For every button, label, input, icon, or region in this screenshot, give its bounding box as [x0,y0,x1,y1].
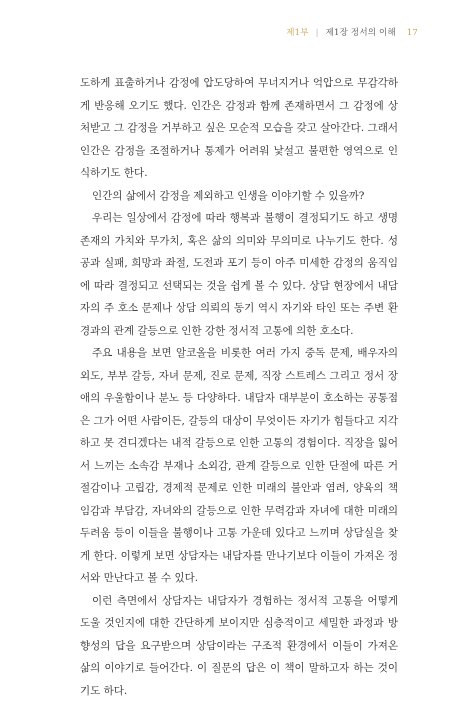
paragraph: 이런 측면에서 상담자는 내담자가 경험하는 정서적 고통을 어떻게 도울 것인지에 대한 간단하게 보이지만 심층적이고 세밀한 과정과 방향성의 답을 요구받으며 상담이라는 구조적 환경에서 이들이 가져온 삶의 이야기로 들어간다. 이 질문의 답은 이 책이 말하고자 하는 것이기도 하다. [80,590,398,702]
paragraph: 주요 내용을 보면 알코올을 비롯한 여러 가지 중독 문제, 배우자의 외도, 부부 갈등, 자녀 문제, 진로 문제, 직장 스트레스 그리고 정서 장애의 우울함이나 분노 등 다양하다. 내담자 대부분이 호소하는 공통점은 그가 어떤 사람이든, 갈등의 대상이 무엇이든 자기가 힘들다고 지각하고 못 견디겠다는 내적 갈등으로 인한 고통의 경험이다. 직장을 잃어서 느끼는 소속감 부재나 소외감, 관계 갈등으로 인한 단절에 따른 거절감이나 고립감, 경제적 문제로 인한 미래의 불안과 염려, 양육의 책임감과 부담감, 자녀와의 갈등으로 인한 무력감과 자녀에 대한 미래의 두려움 등이 이들을 불행이나 고통 가운데 있다고 느끼며 상담실을 찾게 한다. 이렇게 보면 상담자는 내담자를 만나기보다 이들이 가져온 정서와 만난다고 볼 수 있다. [80,342,398,590]
running-header [286,26,418,38]
part-label: 제1부 [286,28,308,38]
body-text [80,72,398,702]
paragraph: 인간의 삶에서 감정을 제외하고 인생을 이야기할 수 있을까? [80,185,398,208]
chapter-title: 제1장 정서의 이해 [326,28,396,38]
header-separator: | [316,28,319,38]
paragraph: 도하게 표출하거나 감정에 압도당하여 무너지거나 억압으로 무감각하게 반응해 오기도 했다. 인간은 감정과 함께 존재하면서 그 감정에 상처받고 그 감정을 거부하고 싶은 모순적 모습을 갖고 살아간다. 그래서 인간은 감정을 조절하거나 통제가 어려워 낯설고 불편한 영역으로 인식하기도 한다. [80,72,398,185]
page-number: 17 [407,28,418,38]
paragraph: 우리는 일상에서 감정에 따라 행복과 불행이 결정되기도 하고 생명 존재의 가치와 무가치, 혹은 삶의 의미와 무의미로 나누기도 한다. 성공과 실패, 희망과 좌절, 도전과 포기 등이 아주 미세한 감정의 움직임에 따라 결정되고 선택되는 것을 쉽게 볼 수 있다. 상담 현장에서 내담자의 주 호소 문제나 상담 의뢰의 동기 역시 자기와 타인 또는 주변 환경과의 관계 갈등으로 인한 강한 정서적 고통에 의한 호소다. [80,207,398,342]
